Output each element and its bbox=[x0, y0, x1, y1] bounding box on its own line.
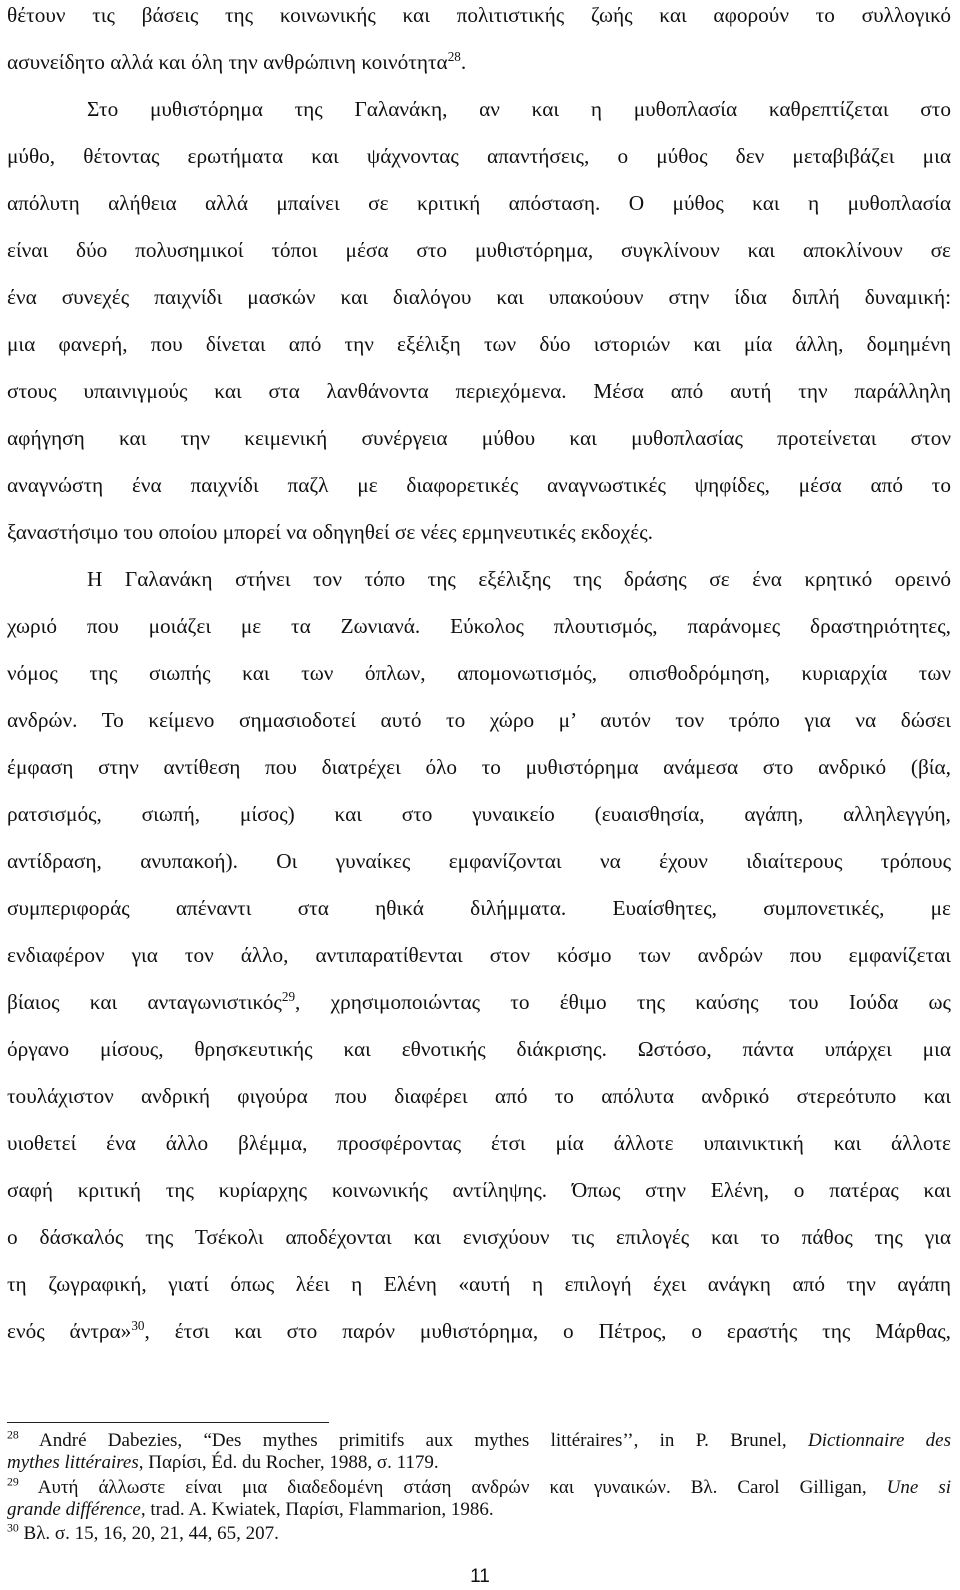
body-line: ενδιαφέρον για τον άλλο, αντιπαρατίθενται στον κόσμο των ανδρών που εμφανίζεται bbox=[7, 943, 951, 967]
body-line: είναι δύο πολυσημικοί τόποι μέσα στο μυθιστόρημα, συγκλίνουν και αποκλίνουν σε bbox=[7, 238, 951, 262]
page-number: 11 bbox=[470, 1566, 490, 1587]
footnote-text: André Dabezies, “Des mythes primitifs aux mythes littéraires’’, in P. Brunel, bbox=[18, 1430, 808, 1451]
footnote-ref[interactable]: 29 bbox=[281, 988, 296, 1004]
body-line: ένα συνεχές παιχνίδι μασκών και διαλόγου και υπακούουν στην ίδια διπλή δυναμική: bbox=[7, 285, 951, 309]
body-line bbox=[7, 50, 951, 74]
footnote-text: , Παρίσι, Éd. du Rocher, 1988, σ. 1179. bbox=[138, 1452, 439, 1473]
footnote-ref[interactable]: 30 bbox=[131, 1317, 145, 1333]
footnote-text: Βλ. σ. 15, 16, 20, 21, 44, 65, 207. bbox=[18, 1523, 279, 1544]
body-line-text: ενός άντρα» bbox=[7, 1319, 132, 1343]
footnote-29-cont bbox=[7, 1499, 951, 1521]
footnote-title: grande différence bbox=[7, 1499, 141, 1520]
footnote-title: mythes littéraires bbox=[7, 1452, 139, 1473]
footnote-text: Αυτή άλλωστε είναι μια διαδεδομένη στάση ανδρών και γυναικών. Βλ. Carol Gilligan, bbox=[18, 1477, 887, 1498]
footnote-28 bbox=[7, 1430, 951, 1452]
footnote-30 bbox=[7, 1523, 951, 1545]
body-line: αφήγηση και την κειμενική συνέργεια μύθου και μυθοπλασίας προτείνεται στον bbox=[7, 426, 951, 450]
body-line: μύθο, θέτοντας ερωτήματα και ψάχνοντας απαντήσεις, ο μύθος δεν μεταβιβάζει μια bbox=[7, 144, 951, 168]
body-line bbox=[7, 990, 951, 1014]
body-line: χωριό που μοιάζει με τα Ζωνιανά. Εύκολος πλουτισμός, παράνομες δραστηριότητες, bbox=[7, 614, 951, 638]
footnote-number: 28 bbox=[7, 1428, 19, 1442]
footnote-number: 29 bbox=[7, 1475, 19, 1489]
body-line-text: , έτσι και στο παρόν μυθιστόρημα, ο Πέτρος, ο εραστής της Μάρθας, bbox=[144, 1319, 951, 1343]
body-line: Στο μυθιστόρημα της Γαλανάκη, αν και η μυθοπλασία καθρεπτίζεται στο bbox=[87, 97, 951, 121]
footnote-text: , trad. A. Kwiatek, Παρίσι, Flammarion, 1986. bbox=[140, 1499, 494, 1520]
body-line: ρατσισμός, σιωπή, μίσος) και στο γυναικείο (ευαισθησία, αγάπη, αλληλεγγύη, bbox=[7, 802, 951, 826]
footnote-28-cont bbox=[7, 1452, 951, 1474]
body-line-text: ασυνείδητο αλλά και όλη την ανθρώπινη κοινότητα bbox=[7, 50, 448, 74]
body-line: τη ζωγραφική, γιατί όπως λέει η Ελένη «αυτή η επιλογή έχει ανάγκη από την αγάπη bbox=[7, 1272, 951, 1296]
body-line: όργανο μίσους, θρησκευτικής και εθνοτικής διάκρισης. Ωστόσο, πάντα υπάρχει μια bbox=[7, 1037, 951, 1061]
body-line: ο δάσκαλός της Τσέκολι αποδέχονται και ενισχύουν τις επιλογές και το πάθος της για bbox=[7, 1225, 951, 1249]
body-line: υιοθετεί ένα άλλο βλέμμα, προσφέροντας έτσι μία άλλοτε υπαινικτική και άλλοτε bbox=[7, 1131, 951, 1155]
body-line: Η Γαλανάκη στήνει τον τόπο της εξέλιξης της δράσης σε ένα κρητικό ορεινό bbox=[87, 567, 951, 591]
footnote-ref[interactable]: 28 bbox=[447, 48, 461, 64]
body-line: απόλυτη αλήθεια αλλά μπαίνει σε κριτική απόσταση. Ο μύθος και η μυθοπλασία bbox=[7, 191, 951, 215]
body-line-text: βίαιος και ανταγωνιστικός bbox=[7, 990, 282, 1014]
body-line: αναγνώστη ένα παιχνίδι παζλ με διαφορετικές αναγνωστικές ψηφίδες, μέσα από το bbox=[7, 473, 951, 497]
body-line: ξαναστήσιμο του οποίου μπορεί να οδηγηθεί σε νέες ερμηνευτικές εκδοχές. bbox=[7, 520, 653, 544]
body-line: συμπεριφοράς απέναντι στα ηθικά διλήμματα. Ευαίσθητες, συμπονετικές, με bbox=[7, 896, 951, 920]
body-line: μια φανερή, που δίνεται από την εξέλιξη των δύο ιστοριών και μία άλλη, δομημένη bbox=[7, 332, 951, 356]
body-line: θέτουν τις βάσεις της κοινωνικής και πολιτιστικής ζωής και αφορούν το συλλογικό bbox=[7, 3, 951, 27]
body-line: σαφή κριτική της κυρίαρχης κοινωνικής αντίληψης. Όπως στην Ελένη, ο πατέρας και bbox=[7, 1178, 951, 1202]
body-line-text: , χρησιμοποιώντας το έθιμο της καύσης του Ιούδα ως bbox=[295, 990, 951, 1014]
body-line-text: . bbox=[460, 50, 467, 74]
footnote-29 bbox=[7, 1477, 951, 1499]
body-line: έμφαση στην αντίθεση που διατρέχει όλο το μυθιστόρημα ανάμεσα στο ανδρικό (βία, bbox=[7, 755, 951, 779]
footnote-number: 30 bbox=[7, 1521, 19, 1535]
body-line: νόμος της σιωπής και των όπλων, απομονωτισμός, οπισθοδρόμηση, κυριαρχία των bbox=[7, 661, 951, 685]
body-line: τουλάχιστον ανδρική φιγούρα που διαφέρει από το απόλυτα ανδρικό στερεότυπο και bbox=[7, 1084, 951, 1108]
body-line: αντίδραση, ανυπακοή). Οι γυναίκες εμφανίζονται να έχουν ιδιαίτερους τρόπους bbox=[7, 849, 951, 873]
body-line: ανδρών. Το κείμενο σημασιοδοτεί αυτό το χώρο μ’ αυτόν τον τρόπο για να δώσει bbox=[7, 708, 951, 732]
footnote-separator bbox=[7, 1422, 329, 1423]
footnote-title: Une si bbox=[886, 1477, 952, 1498]
body-line bbox=[7, 1319, 951, 1343]
footnote-title: Dictionnaire des bbox=[807, 1430, 952, 1451]
body-line: στους υπαινιγμούς και στα λανθάνοντα περιεχόμενα. Μέσα από αυτή την παράλληλη bbox=[7, 379, 951, 403]
